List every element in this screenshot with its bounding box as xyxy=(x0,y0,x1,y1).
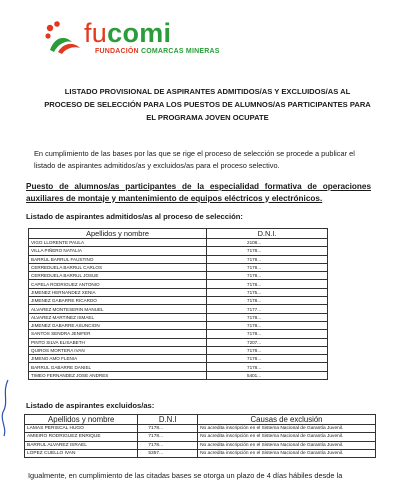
column-header-name: Apellidos y nombre xyxy=(25,415,138,425)
logo-mark-icon xyxy=(44,20,86,56)
excluidos-heading: Listado de aspirantes excluidos/as: xyxy=(26,401,155,410)
applicant-dni: 2108... xyxy=(207,239,328,247)
applicant-dni: 7178... xyxy=(207,321,328,329)
table-row xyxy=(25,441,376,449)
excluidos-table xyxy=(24,414,376,458)
admitidos-table xyxy=(28,228,328,380)
table-row xyxy=(25,425,376,433)
table-row xyxy=(29,371,328,379)
exclusion-reason: No acredita inscripción en el Sistema Nacional de Garantía Juvenil. xyxy=(198,449,376,457)
applicant-dni: 7178... xyxy=(138,425,198,433)
puesto-heading: Puesto de alumnos/as participantes de la especialidad formativa de operaciones auxiliares de montaje y mantenimiento de equipos eléctricos y electrónicos. xyxy=(26,182,371,203)
applicant-name: VIGO LLORENTE PAULA xyxy=(29,239,207,247)
applicant-dni: 7177... xyxy=(207,305,328,313)
applicant-name: LOPEZ CUELLO IVAN xyxy=(25,449,138,457)
table-row xyxy=(29,330,328,338)
applicant-dni: 7178... xyxy=(207,272,328,280)
applicant-dni: 5401... xyxy=(207,371,328,379)
applicant-name: QUIROS MORTERA IVAN xyxy=(29,346,207,354)
applicant-name: ALVAREZ MARTINEZ ISMAEL xyxy=(29,313,207,321)
column-header-dni: D.N.I xyxy=(138,415,198,425)
table-row xyxy=(29,355,328,363)
logo-subtitle: FUNDACIÓN COMARCAS MINERAS xyxy=(95,48,220,55)
table-row xyxy=(29,280,328,288)
applicant-dni: 7178... xyxy=(207,355,328,363)
table-row xyxy=(29,247,328,255)
applicant-name: JIMENEZ GABARRE ASUNCION xyxy=(29,321,207,329)
applicant-name: ALVAREZ MONTESERIN MANUEL xyxy=(29,305,207,313)
applicant-dni: 7178... xyxy=(207,363,328,371)
intro-paragraph: En cumplimiento de las bases por las que se rige el proceso de selección se procede a publicar el listado de aspirantes admitidos/as y excluidos/as para el proceso selectivo. xyxy=(34,149,355,170)
applicant-name: BARRUL BARRUL FAUSTINO xyxy=(29,255,207,263)
table-row xyxy=(29,255,328,263)
applicant-name: JIMENO AMO FLENIA xyxy=(29,355,207,363)
exclusion-reason: No acredita inscripción en el Sistema Nacional de Garantía Juvenil. xyxy=(198,425,376,433)
applicant-dni: 7178... xyxy=(207,263,328,271)
applicant-dni: 7178... xyxy=(207,280,328,288)
table-row xyxy=(29,363,328,371)
applicant-dni: 7175... xyxy=(207,288,328,296)
table-row xyxy=(25,433,376,441)
column-header-name: Apellidos y nombre xyxy=(29,229,207,239)
applicant-dni: 7178... xyxy=(138,441,198,449)
table-row xyxy=(29,338,328,346)
table-row xyxy=(29,305,328,313)
table-row xyxy=(29,313,328,321)
closing-paragraph: Igualmente, en cumplimiento de las citadas bases se otorga un plazo de 4 días hábiles desde la xyxy=(28,471,343,480)
applicant-name: CERREDUELA BARRUL CARLOS xyxy=(29,263,207,271)
applicant-name: VILLA PIÑERO NATALIA xyxy=(29,247,207,255)
applicant-dni: 7178... xyxy=(138,433,198,441)
applicant-dni: 7178... xyxy=(207,297,328,305)
applicant-dni: 7207... xyxy=(207,338,328,346)
admitidos-heading: Listado de aspirantes admitidos/as al proceso de selección: xyxy=(26,212,243,221)
admitidos-header-row xyxy=(29,229,328,239)
applicant-name: AMIEIRO RODRIGUEZ ENRIQUE xyxy=(25,433,138,441)
applicant-name: JIMENEZ GABARRE RICARDO xyxy=(29,297,207,305)
table-row xyxy=(29,239,328,247)
applicant-name: BARRUL GABARRE DANIEL xyxy=(29,363,207,371)
table-row xyxy=(29,288,328,296)
applicant-dni: 7178... xyxy=(207,346,328,354)
table-row xyxy=(25,449,376,457)
applicant-name: LAMAS PERISCAL HUGO xyxy=(25,425,138,433)
applicant-name: JIMENEZ HERNANDEZ XENIA xyxy=(29,288,207,296)
signature-mark-icon xyxy=(0,378,10,438)
applicant-dni: 7178... xyxy=(207,330,328,338)
applicant-dni: 7178... xyxy=(207,247,328,255)
fucomi-logo xyxy=(44,18,244,66)
applicant-dni: 7178... xyxy=(207,313,328,321)
table-row xyxy=(29,321,328,329)
applicant-name: CERREDUELA BARRUL JOSUE xyxy=(29,272,207,280)
applicant-name: TIMEO FERNANDEZ JOSE ANDRES xyxy=(29,371,207,379)
applicant-name: SANTOS SENDRA JENIFER xyxy=(29,330,207,338)
table-row xyxy=(29,297,328,305)
applicant-dni: 7178... xyxy=(207,255,328,263)
exclusion-reason: No acredita inscripción en el Sistema Nacional de Garantía Juvenil. xyxy=(198,441,376,449)
applicant-name: PINTO SILVA ELISABETH xyxy=(29,338,207,346)
applicant-dni: 5357... xyxy=(138,449,198,457)
table-row xyxy=(29,272,328,280)
applicant-name: BARRUL ALVAREZ ISRAEL xyxy=(25,441,138,449)
exclusion-reason: No acredita inscripción en el Sistema Nacional de Garantía Juvenil. xyxy=(198,433,376,441)
column-header-dni: D.N.I. xyxy=(207,229,328,239)
excluidos-header-row xyxy=(25,415,376,425)
table-row xyxy=(29,263,328,271)
column-header-causa: Causas de exclusión xyxy=(198,415,376,425)
table-row xyxy=(29,346,328,354)
logo-wordmark: fucomi xyxy=(84,18,172,48)
document-title: LISTADO PROVISIONAL DE ASPIRANTES ADMITIDOS/AS Y EXCLUIDOS/AS AL PROCESO DE SELECCIÓN PARA LOS PUESTOS DE ALUMNOS/AS PARTICIPANTES PARA EL PROGRAMA JOVEN OCUPATE xyxy=(44,87,371,122)
applicant-name: CAPELA RODRIGUEZ ANTONIO xyxy=(29,280,207,288)
